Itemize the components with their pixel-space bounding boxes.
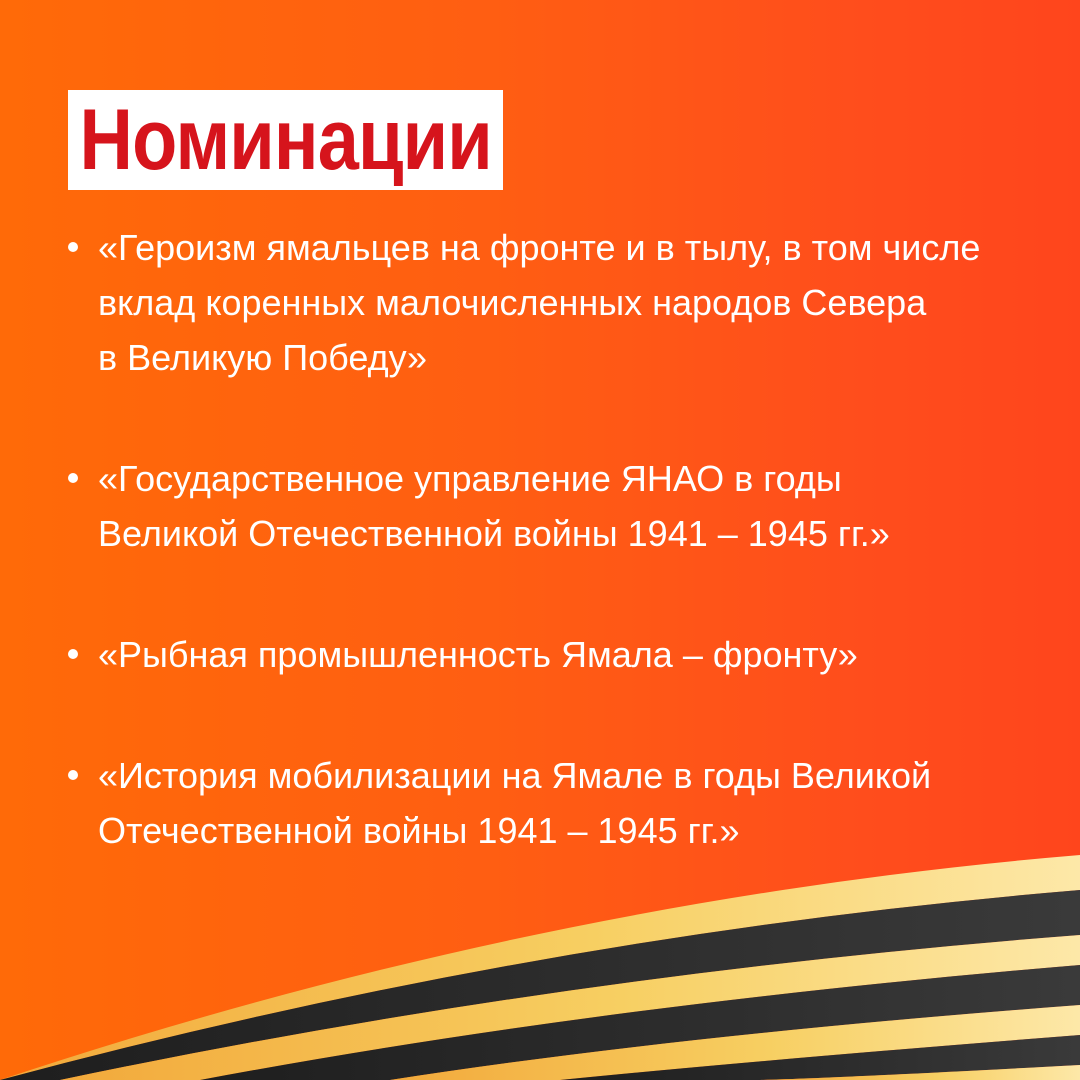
list-item xyxy=(62,627,1042,682)
st-george-ribbon xyxy=(0,840,1080,1080)
nomination-text: «Государственное управление ЯНАО в годы Великой Отечественной войны 1941 – 1945 гг.» xyxy=(98,458,890,554)
nomination-text: «Героизм ямальцев на фронте и в тылу, в том числе вклад коренных малочисленных народов Севера в Великую Победу» xyxy=(98,227,981,378)
bullet-icon xyxy=(68,770,78,780)
nomination-text: «История мобилизации на Ямале в годы Великой Отечественной войны 1941 – 1945 гг.» xyxy=(98,755,932,851)
nominations-list xyxy=(62,220,1042,858)
page-title: Номинации xyxy=(79,92,492,188)
nomination-text: «Рыбная промышленность Ямала – фронту» xyxy=(98,634,858,675)
bullet-icon xyxy=(68,242,78,252)
list-item xyxy=(62,451,1042,561)
list-item xyxy=(62,220,1042,385)
bullet-icon xyxy=(68,649,78,659)
title-banner xyxy=(68,90,503,190)
bullet-icon xyxy=(68,473,78,483)
